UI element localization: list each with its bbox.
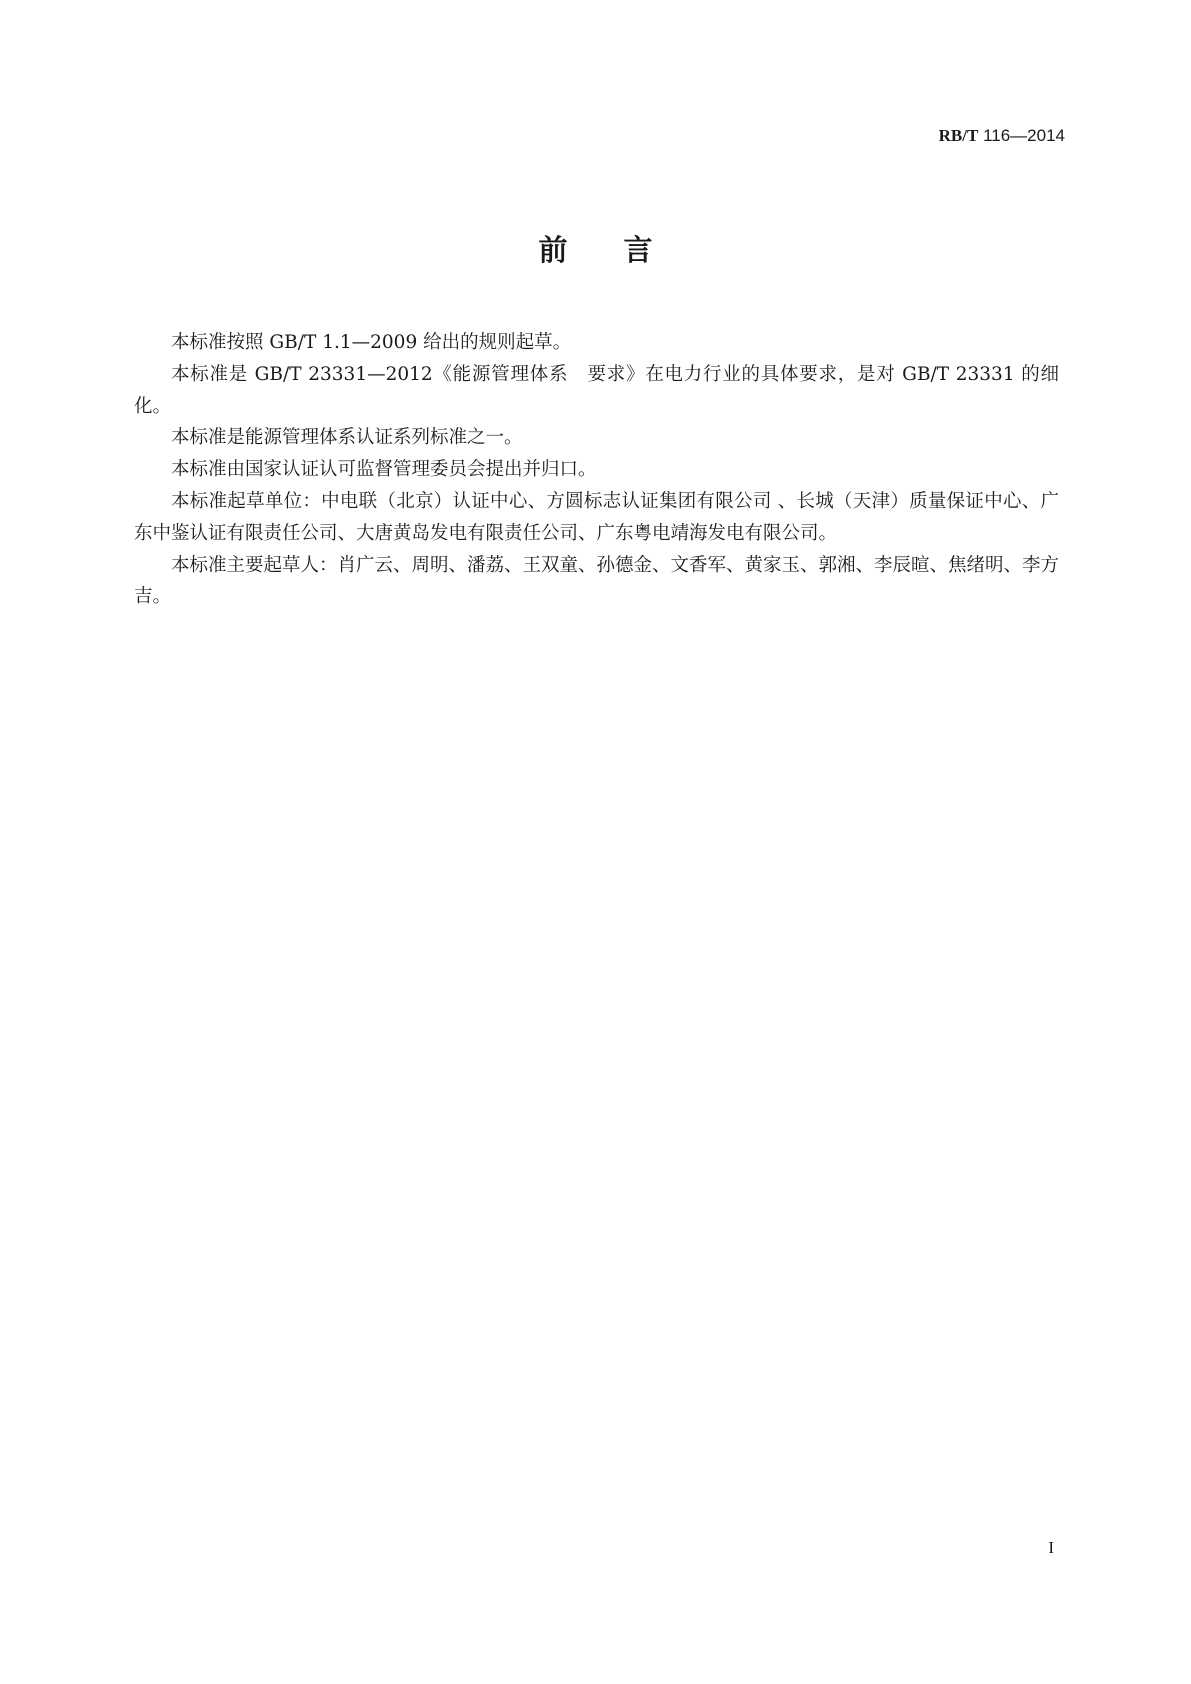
standard-code-prefix: RB/T <box>938 126 979 145</box>
paragraph-series: 本标准是能源管理体系认证系列标准之一。 <box>171 427 523 449</box>
paragraph-drafters: 本标准主要起草人：肖广云、周明、潘荔、王双童、孙德金、文香军、黄家玉、郭湘、李辰暄、焦绪明、李方吉。 <box>134 554 1060 608</box>
page-title: 前言 <box>538 233 709 267</box>
paragraph-proposer: 本标准由国家认证认可监督管理委员会提出并归口。 <box>171 459 597 481</box>
standard-code <box>939 126 1065 146</box>
paragraph-relation-to-gb: 本标准是 GB/T 23331—2012《能源管理体系 要求》在电力行业的具体要求，是对 GB/T 23331 的细化。 <box>134 363 1059 417</box>
standard-code-number: 116—2014 <box>978 126 1065 145</box>
page-number: I <box>1048 1538 1054 1557</box>
foreword-body <box>134 327 1059 613</box>
paragraph-drafting-rules: 本标准按照 GB/T 1.1—2009 给出的规则起草。 <box>171 332 572 353</box>
paragraph-drafting-units: 本标准起草单位：中电联（北京）认证中心、方圆标志认证集团有限公司 、长城（天津）质量保证中心、广东中鉴认证有限责任公司、大唐黄岛发电有限责任公司、广东粤电靖海发电有限公司。 <box>134 490 1059 544</box>
